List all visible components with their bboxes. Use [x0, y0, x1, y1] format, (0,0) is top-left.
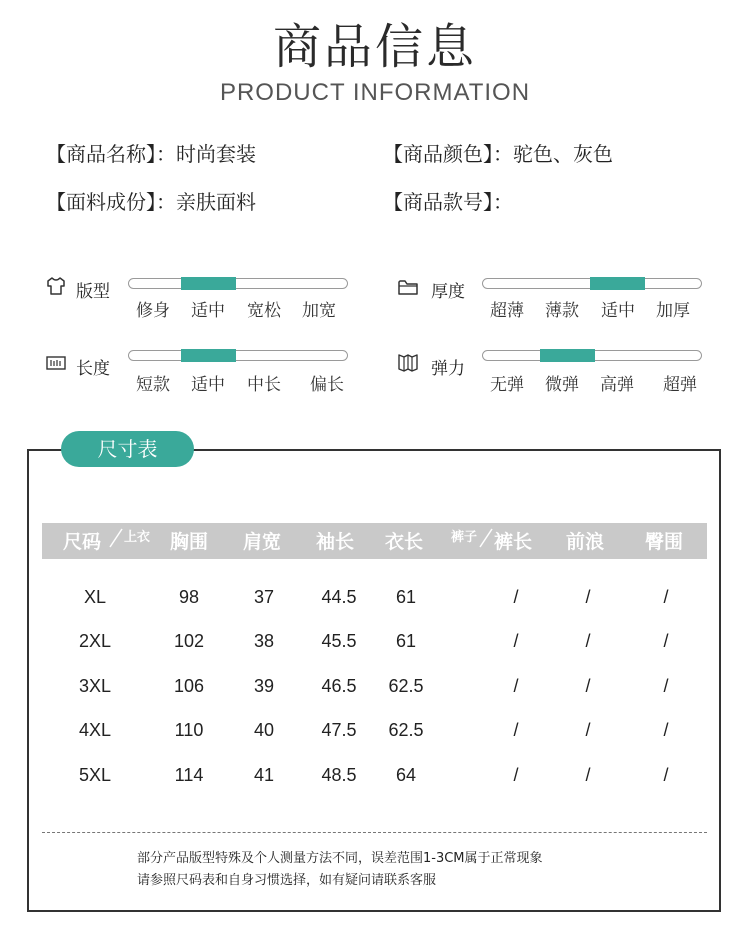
thickness-option: 适中: [601, 301, 635, 321]
table-cell: 64: [395, 765, 417, 785]
thickness-option: 加厚: [656, 301, 690, 321]
table-cell: 39: [253, 676, 275, 696]
attr-thickness-label: 厚度: [431, 282, 465, 302]
header-size: 尺码: [63, 531, 102, 553]
header-sleeve: 袖长: [316, 531, 355, 553]
elasticity-option: 微弹: [545, 375, 579, 395]
table-cell: 44.5: [321, 587, 357, 607]
elasticity-option: 超弹: [663, 375, 697, 395]
table-cell: /: [513, 676, 519, 696]
info-name-label: 【商品名称】：: [46, 142, 176, 166]
info-color: [383, 138, 613, 167]
table-cell: /: [585, 720, 591, 740]
elasticity-option: 高弹: [600, 375, 634, 395]
header-hip: 臀围: [645, 531, 684, 553]
elasticity-scale-track: [482, 350, 702, 361]
length-option: 适中: [191, 375, 225, 395]
thickness-option: 超薄: [490, 301, 524, 321]
length-scale-fill: [181, 349, 236, 362]
fit-option: 修身: [136, 301, 170, 321]
fit-scale-track: [128, 278, 348, 289]
table-cell: 47.5: [321, 720, 357, 740]
table-cell: /: [663, 587, 669, 607]
table-cell: /: [585, 676, 591, 696]
header-chest: 胸围: [170, 531, 209, 553]
folder-icon: [397, 276, 419, 298]
header-slash: [478, 527, 494, 549]
table-cell: /: [513, 631, 519, 651]
header-shoulder: 肩宽: [243, 531, 282, 553]
table-cell-size: XL: [83, 587, 107, 607]
table-cell-size: 2XL: [78, 631, 112, 651]
size-table-badge: 尺寸表: [61, 431, 194, 467]
info-fabric-label: 【面料成份】：: [46, 190, 176, 214]
table-cell: 48.5: [321, 765, 357, 785]
table-cell: 38: [253, 631, 275, 651]
table-cell: /: [663, 765, 669, 785]
info-fabric-value: 亲肤面料: [176, 190, 256, 214]
table-cell: 61: [395, 631, 417, 651]
table-cell: 62.5: [388, 720, 424, 740]
info-fabric: [46, 186, 256, 215]
table-cell: 110: [174, 720, 204, 740]
table-cell-size: 3XL: [78, 676, 112, 696]
size-note-line1: 部分产品版型特殊及个人测量方法不同，误差范围1-3CM属于正常现象: [137, 851, 543, 866]
table-cell: /: [663, 676, 669, 696]
table-cell: 46.5: [321, 676, 357, 696]
info-model-label: 【商品款号】：: [383, 190, 513, 214]
table-cell: 45.5: [321, 631, 357, 651]
table-cell: 41: [253, 765, 275, 785]
info-color-label: 【商品颜色】：: [383, 142, 513, 166]
table-cell: /: [513, 587, 519, 607]
length-scale-track: [128, 350, 348, 361]
table-cell: /: [585, 587, 591, 607]
table-cell: 106: [173, 676, 205, 696]
table-cell-size: 4XL: [78, 720, 112, 740]
header-length: 衣长: [385, 531, 424, 553]
table-cell: 61: [395, 587, 417, 607]
info-model: [383, 186, 513, 215]
table-cell: /: [663, 720, 669, 740]
table-cell: 40: [253, 720, 275, 740]
header-pants-small: 裤子: [451, 530, 478, 545]
table-cell-size: 5XL: [78, 765, 112, 785]
attr-fit-label: 版型: [76, 282, 110, 302]
elasticity-option: 无弹: [490, 375, 524, 395]
table-cell: 114: [174, 765, 204, 785]
header-slash: [108, 527, 124, 549]
info-name: [46, 138, 256, 167]
book-icon: [397, 351, 419, 373]
table-cell: /: [585, 631, 591, 651]
header-rise: 前浪: [566, 531, 605, 553]
thickness-option: 薄款: [545, 301, 579, 321]
thickness-scale-fill: [590, 277, 645, 290]
fit-scale-fill: [181, 277, 236, 290]
table-divider: [42, 832, 707, 833]
length-option: 中长: [247, 375, 281, 395]
table-cell: 98: [178, 587, 200, 607]
attr-elasticity-label: 弹力: [431, 359, 465, 379]
fit-option: 适中: [191, 301, 225, 321]
table-cell: 102: [173, 631, 205, 651]
table-cell: /: [663, 631, 669, 651]
ruler-icon: [45, 352, 67, 374]
length-option: 短款: [136, 375, 170, 395]
fit-option: 加宽: [302, 301, 336, 321]
size-note-line2: 请参照尺码表和自身习惯选择，如有疑问请联系客服: [137, 873, 437, 888]
page-subtitle: PRODUCT INFORMATION: [219, 79, 531, 106]
elasticity-scale-fill: [540, 349, 595, 362]
shirt-icon: [45, 275, 67, 297]
table-cell: 62.5: [388, 676, 424, 696]
thickness-scale-track: [482, 278, 702, 289]
header-pants-length: 裤长: [494, 531, 533, 553]
table-cell: /: [513, 720, 519, 740]
fit-option: 宽松: [247, 301, 281, 321]
info-color-value: 驼色、灰色: [513, 142, 613, 166]
length-option: 偏长: [310, 375, 344, 395]
header-top-small: 上衣: [124, 530, 151, 545]
attr-length-label: 长度: [76, 359, 110, 379]
table-cell: /: [585, 765, 591, 785]
table-cell: /: [513, 765, 519, 785]
info-name-value: 时尚套装: [176, 142, 256, 166]
page-title: 商品信息: [272, 19, 477, 75]
table-cell: 37: [253, 587, 275, 607]
